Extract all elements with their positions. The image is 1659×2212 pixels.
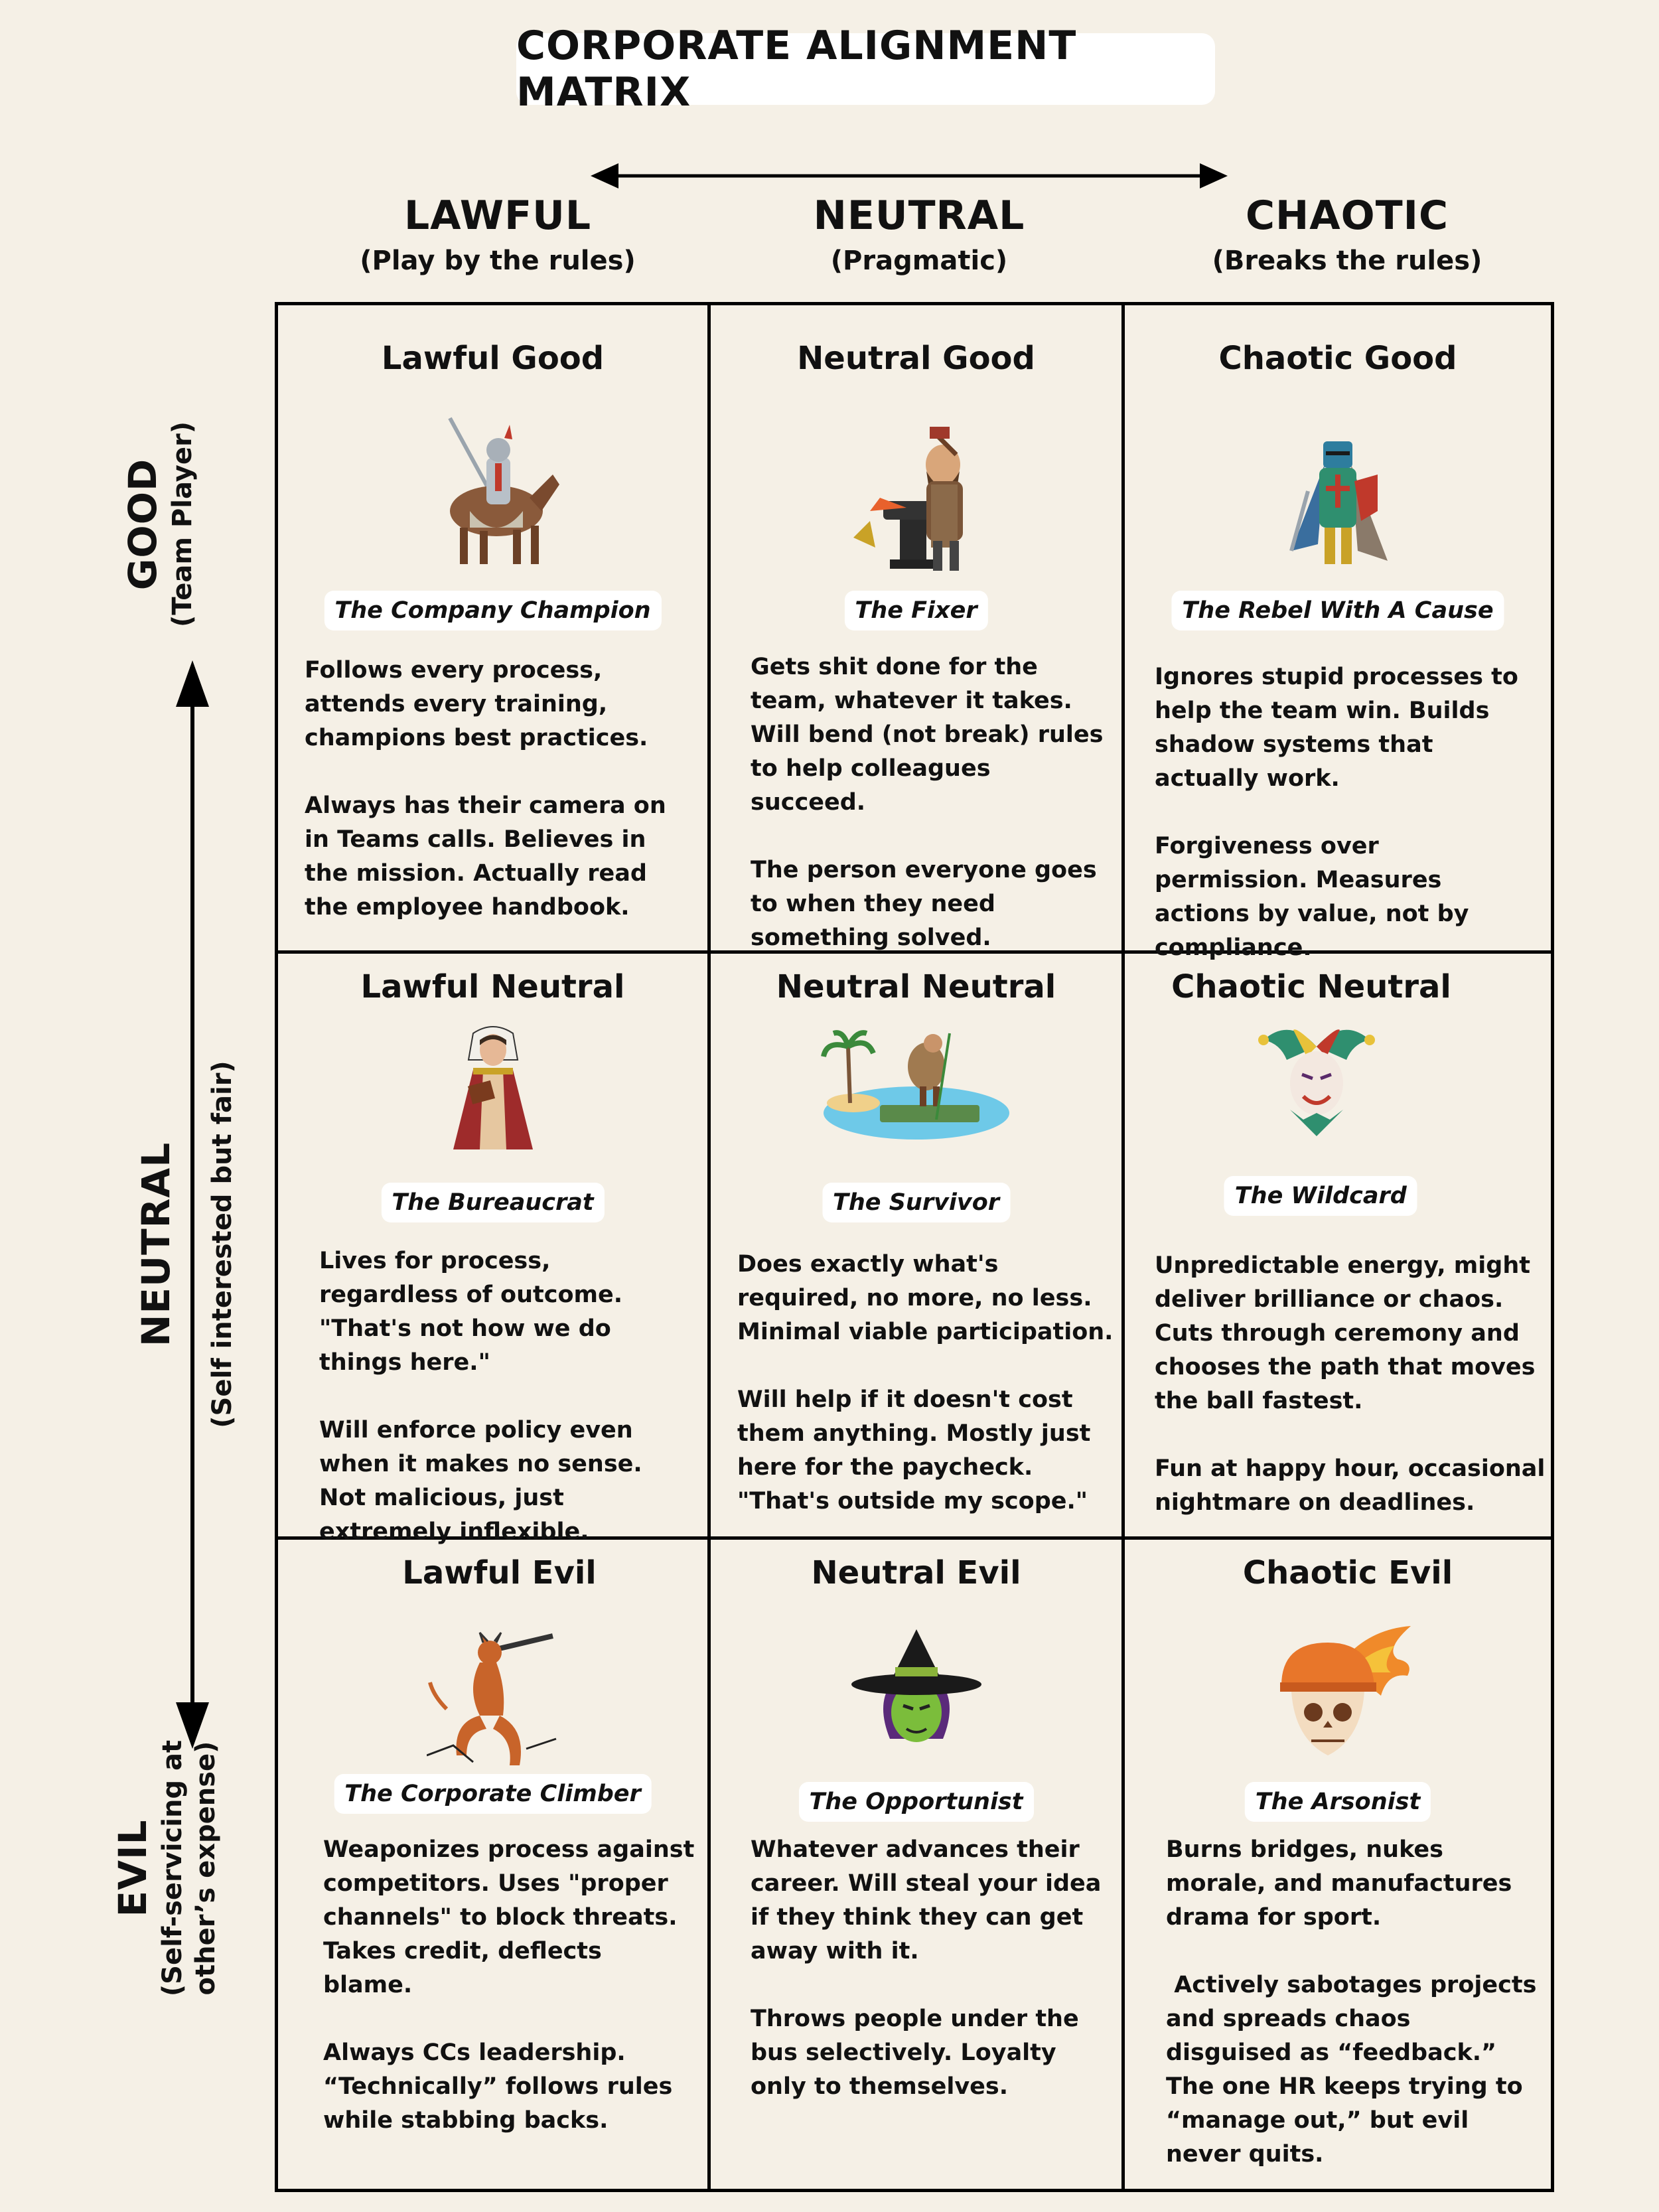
cell-description	[1155, 660, 1540, 965]
cell-description	[1155, 1249, 1546, 1520]
row-label-good	[119, 421, 199, 627]
cell-chaotic-good	[1125, 305, 1551, 961]
flaming-skull-icon	[1262, 1623, 1414, 1769]
cell-description	[737, 1248, 1116, 1518]
role-label: The Survivor	[822, 1183, 1010, 1222]
row-subtitle: (Self-servicing at	[157, 1739, 188, 1997]
column-name: NEUTRAL	[813, 192, 1025, 239]
column-header-lawful	[292, 189, 703, 279]
description-paragraph: Actively sabotages projects and spreads chaos disguised as “feedback.” The one HR keeps trying to “manage out,” but evil never quits.	[1166, 1972, 1545, 2168]
devil-with-horn-icon	[427, 1623, 559, 1775]
cell-title: Chaotic Neutral	[1171, 968, 1451, 1005]
row-name: NEUTRAL	[133, 1142, 179, 1347]
witch-icon	[850, 1626, 983, 1759]
description-paragraph: Lives for process, regardless of outcome. "That's not how we do things here."	[319, 1248, 623, 1376]
description-paragraph: Follows every process, attends every training, champions best practices.	[305, 657, 648, 751]
jester-mask-icon	[1257, 1020, 1376, 1140]
cell-lawful-evil	[278, 1540, 707, 2189]
row-subtitle-line2: other’s expense)	[190, 1741, 221, 1996]
cell-description	[1166, 1833, 1544, 2172]
horizontal-double-arrow-icon	[591, 159, 1228, 192]
role-label: The Corporate Climber	[334, 1774, 652, 1814]
role-label: The Opportunist	[798, 1782, 1033, 1822]
description-paragraph: Gets shit done for the team, whatever it takes. Will bend (not break) rules to help colleagues succeed.	[751, 654, 1104, 816]
cell-lawful-good	[278, 305, 707, 950]
role-label: The Bureaucrat	[381, 1183, 604, 1222]
page-title	[516, 23, 1215, 115]
row-label-evil	[109, 1740, 222, 1996]
description-paragraph: Weaponizes process against competitors. Uses "proper channels" to block threats. Takes credit, deflects blame.	[323, 1836, 695, 1998]
role-label: The Wildcard	[1224, 1176, 1417, 1216]
description-paragraph: Will help if it doesn't cost them anything. Mostly just here for the paycheck. "That's outside my scope."	[737, 1386, 1091, 1514]
description-paragraph: Ignores stupid processes to help the team win. Builds shadow systems that actually work.	[1155, 664, 1518, 792]
column-header-chaotic	[1141, 189, 1553, 279]
castaway-on-raft-icon	[820, 1020, 1013, 1146]
role-label: The Fixer	[844, 591, 987, 630]
crusader-icon	[1278, 418, 1398, 574]
description-paragraph: The person everyone goes to when they need something solved.	[751, 857, 1097, 951]
column-name: LAWFUL	[403, 192, 592, 239]
cell-title: Neutral Neutral	[776, 968, 1056, 1005]
description-paragraph: Will enforce policy even when it makes no sense. Not malicious, just extremely inflexible.	[319, 1417, 642, 1545]
role-label: The Arsonist	[1245, 1782, 1431, 1822]
row-name: EVIL	[110, 1819, 155, 1917]
description-paragraph: Always CCs leadership. “Technically” follows rules while stabbing backs.	[323, 2039, 673, 2134]
row-subtitle: (Team Player)	[167, 421, 198, 627]
column-subtitle: (Pragmatic)	[830, 246, 1008, 276]
column-subtitle: (Breaks the rules)	[1212, 246, 1482, 276]
row-subtitle: (Self interested but fair)	[207, 1061, 238, 1428]
blacksmith-icon	[843, 415, 989, 574]
description-paragraph: Throws people under the bus selectively. Loyalty only to themselves.	[751, 2006, 1079, 2100]
cell-lawful-neutral	[278, 954, 707, 1545]
cell-title: Lawful Neutral	[360, 968, 625, 1005]
column-name: CHAOTIC	[1246, 192, 1449, 239]
row-label-neutral	[133, 1061, 239, 1428]
cell-description	[751, 1833, 1112, 2104]
cell-neutral-evil	[711, 1540, 1121, 2189]
cell-title: Chaotic Evil	[1242, 1554, 1453, 1591]
description-paragraph: Fun at happy hour, occasional nightmare on deadlines.	[1155, 1455, 1546, 1516]
cell-neutral-neutral	[711, 954, 1121, 1536]
column-header-neutral	[713, 189, 1125, 279]
description-paragraph: Always has their camera on in Teams calls. Believes in the mission. Actually read the employee handbook.	[305, 792, 666, 921]
role-label: The Rebel With A Cause	[1171, 591, 1504, 630]
noblewoman-reading-icon	[443, 1020, 543, 1153]
description-paragraph: Whatever advances their career. Will steal your idea if they think they can get away with it.	[751, 1836, 1102, 1964]
description-paragraph: Unpredictable energy, might deliver brilliance or chaos. Cuts through ceremony and chooses the path that moves the ball fastest.	[1155, 1252, 1536, 1414]
cell-description	[751, 650, 1109, 955]
cell-chaotic-neutral	[1125, 954, 1551, 1536]
cell-chaotic-evil	[1125, 1540, 1551, 2189]
cell-description	[319, 1244, 691, 1549]
title-text: CORPORATE ALIGNMENT MATRIX	[516, 23, 1077, 115]
cell-description	[305, 654, 689, 924]
description-paragraph: Forgiveness over permission. Measures actions by value, not by compliance.	[1155, 833, 1469, 961]
cell-title: Neutral Good	[797, 340, 1035, 377]
cell-title: Chaotic Good	[1218, 340, 1457, 377]
cell-title: Lawful Evil	[402, 1554, 597, 1591]
cell-title: Lawful Good	[381, 340, 605, 377]
cell-description	[323, 1833, 698, 2138]
description-paragraph: Burns bridges, nukes morale, and manufactures drama for sport.	[1166, 1836, 1512, 1931]
cell-neutral-good	[711, 305, 1121, 950]
row-name: GOOD	[120, 458, 165, 591]
knight-on-horse-icon	[423, 411, 563, 571]
role-label: The Company Champion	[324, 591, 661, 630]
description-paragraph: Does exactly what's required, no more, no less. Minimal viable participation.	[737, 1251, 1114, 1345]
column-subtitle: (Play by the rules)	[360, 246, 636, 276]
alignment-grid	[275, 302, 1554, 2192]
cell-title: Neutral Evil	[811, 1554, 1021, 1591]
